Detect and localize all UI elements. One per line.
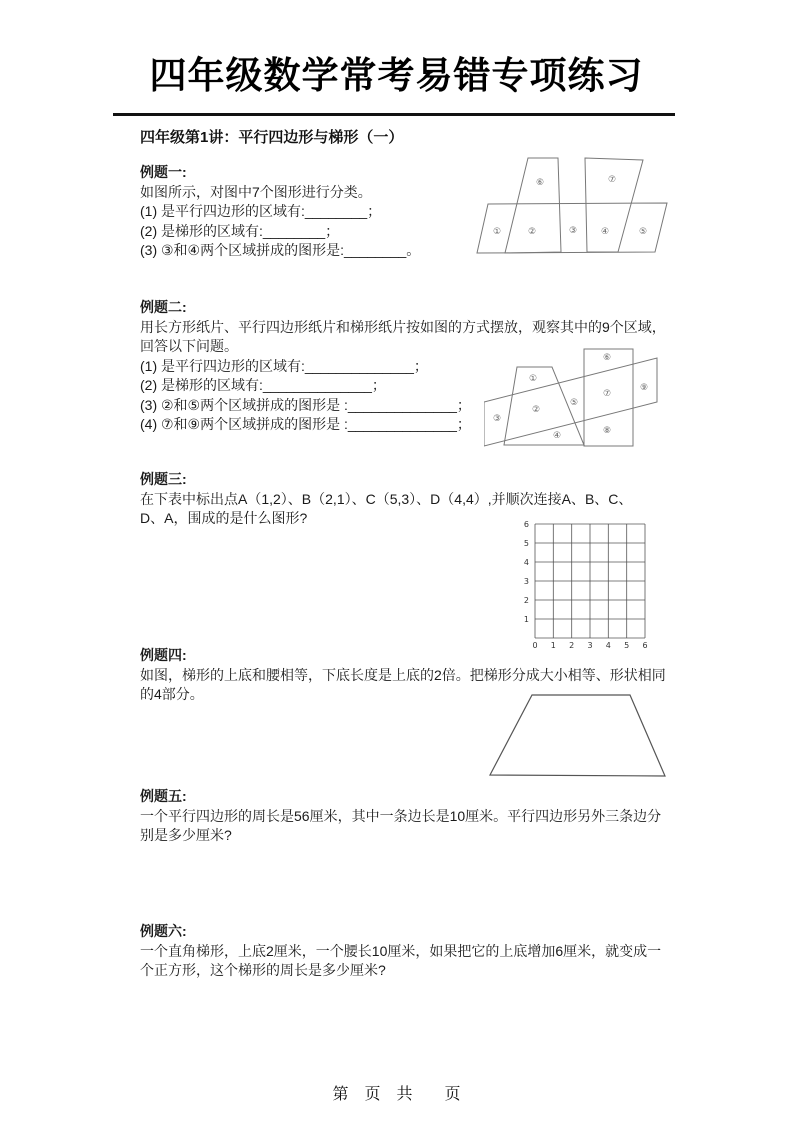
problem-4-line-1: 如图，梯形的上底和腰相等，下底长度是上底的2倍。把梯形分成大小相等、形状相同 xyxy=(140,666,666,683)
tall-quad-right-outline xyxy=(585,158,643,252)
region-label-4: ④ xyxy=(552,431,562,441)
region-label-1: ① xyxy=(528,374,538,384)
region-label-2: ② xyxy=(531,405,541,415)
x-axis-tick-label: 3 xyxy=(587,641,593,650)
region-label-9: ⑨ xyxy=(639,383,649,393)
y-axis-tick-label: 4 xyxy=(523,558,529,567)
problem-3-line-1: 在下表中标出点A（1,2）、B（2,1）、C（5,3）、D（4,4）,并顺次连接A、B、C、 xyxy=(140,490,633,507)
problem-5-line-1: 一个平行四边形的周长是56厘米，其中一条边长是10厘米。平行四边形另外三条边分 xyxy=(140,807,662,824)
problem-1-line-2: (1) 是平行四边形的区域有:________； xyxy=(140,203,382,219)
tall-quad-left-outline xyxy=(505,158,561,253)
region-label-7: ⑦ xyxy=(607,175,617,185)
x-axis-tick-label: 4 xyxy=(605,641,611,650)
region-label-7: ⑦ xyxy=(602,389,612,399)
region-label-4: ④ xyxy=(600,227,610,237)
page-footer: 第 页 共 页 xyxy=(332,1086,461,1103)
trapezoid-outline xyxy=(490,695,665,776)
figure-nine-regions xyxy=(484,338,662,450)
region-label-8: ⑧ xyxy=(602,426,612,436)
problem-2-label: 例题二: xyxy=(140,299,187,315)
region-label-6: ⑥ xyxy=(535,178,545,188)
y-axis-tick-label: 1 xyxy=(523,615,529,624)
problem-2-line-4: (2) 是梯形的区域有:______________； xyxy=(140,377,386,393)
problem-1-label: 例题一: xyxy=(140,164,187,180)
problem-2-line-6: (4) ⑦和⑨两个区域拼成的图形是 :______________； xyxy=(140,416,471,432)
x-axis-tick-label: 6 xyxy=(642,641,648,650)
coordinate-grid-figure xyxy=(507,514,665,650)
x-axis-tick-label: 1 xyxy=(550,641,556,650)
problem-5 xyxy=(140,787,680,846)
problem-5-label: 例题五: xyxy=(140,788,187,804)
trapezoid-figure xyxy=(487,691,672,781)
problem-2-line-3: (1) 是平行四边形的区域有:______________； xyxy=(140,357,428,374)
title-divider xyxy=(113,113,675,116)
page-title: 四年级数学常考易错专项练习 xyxy=(149,55,644,96)
problem-5-line-2: 别是多少厘米? xyxy=(140,827,232,843)
x-axis-tick-label: 5 xyxy=(624,641,630,650)
region-label-1: ① xyxy=(492,227,502,237)
lesson-subtitle: 四年级第1讲：平行四边形与梯形（一） xyxy=(140,129,404,146)
y-axis-tick-label: 6 xyxy=(523,520,529,529)
problem-6 xyxy=(140,922,680,981)
x-axis-tick-label: 2 xyxy=(569,641,575,650)
x-axis-tick-label: 0 xyxy=(532,641,538,650)
problem-6-label: 例题六: xyxy=(140,923,187,939)
problem-6-line-2: 个正方形，这个梯形的周长是多少厘米? xyxy=(140,962,386,978)
problem-3-label: 例题三: xyxy=(140,471,187,487)
problem-1-line-1: 如图所示，对图中7个图形进行分类。 xyxy=(140,183,372,200)
y-axis-tick-label: 5 xyxy=(523,539,529,548)
problem-2-line-5: (3) ②和⑤两个区域拼成的图形是 :______________； xyxy=(140,396,471,413)
problem-3-line-2: D、A，围成的是什么图形? xyxy=(140,510,308,526)
problem-2-line-1: 用长方形纸片、平行四边形纸片和梯形纸片按如图的方式摆放，观察其中的9个区域， xyxy=(140,318,666,335)
problem-4-line-2: 的4部分。 xyxy=(140,686,204,702)
y-axis-tick-label: 2 xyxy=(523,596,529,605)
problem-6-line-1: 一个直角梯形，上底2厘米，一个腰长10厘米，如果把它的上底增加6厘米，就变成一 xyxy=(140,942,662,959)
region-label-5: ⑤ xyxy=(638,227,648,237)
problem-4-label: 例题四: xyxy=(140,647,187,663)
region-label-3: ③ xyxy=(568,226,578,236)
region-label-2: ② xyxy=(527,227,537,237)
region-label-5: ⑤ xyxy=(569,398,579,408)
problem-2-line-2: 回答以下问题。 xyxy=(140,338,238,354)
region-label-6: ⑥ xyxy=(602,353,612,363)
problem-1-line-3: (2) 是梯形的区域有:________； xyxy=(140,222,340,239)
y-axis-tick-label: 3 xyxy=(523,577,529,586)
figure-seven-shapes xyxy=(470,146,672,256)
region-label-3: ③ xyxy=(492,414,502,424)
problem-1-line-4: (3) ③和④两个区域拼成的图形是:________。 xyxy=(140,242,421,258)
